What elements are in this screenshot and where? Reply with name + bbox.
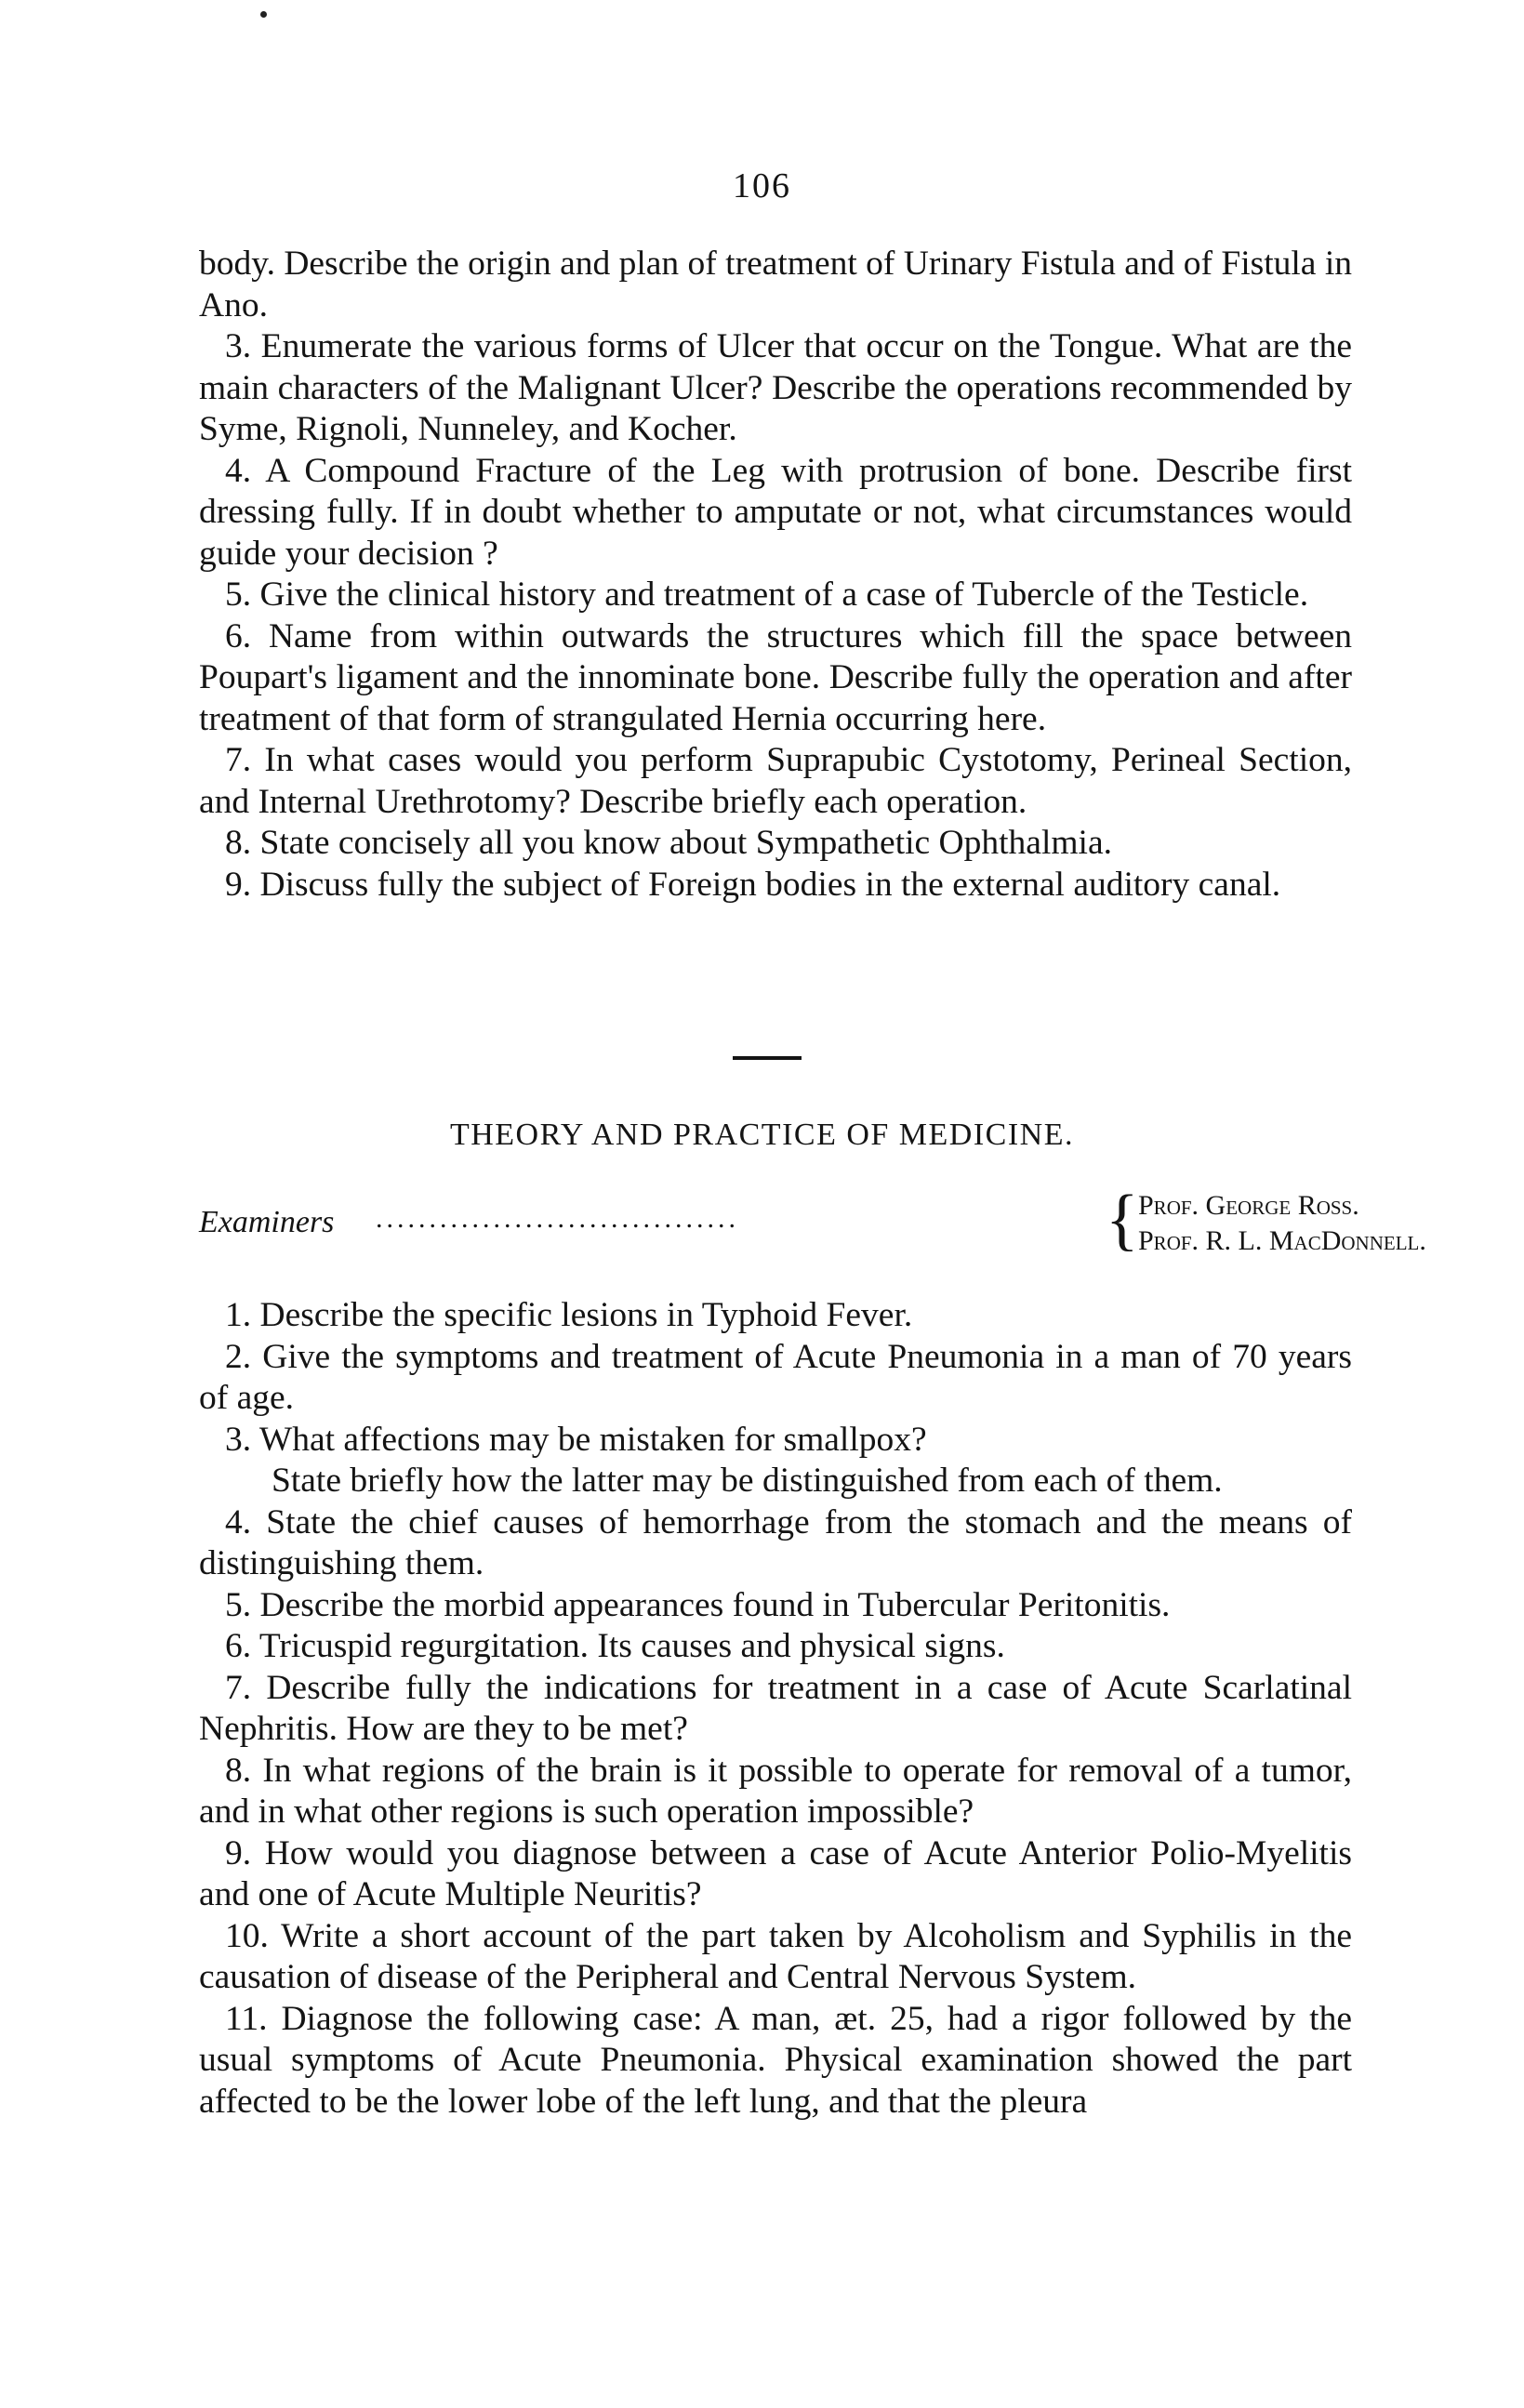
question-paragraph: 8. State concisely all you know about Sympathetic Ophthalmia. xyxy=(225,824,1112,862)
question-paragraph: 7. Describe fully the indications for treatment in a case of Acute Scarlatinal Nephritis. How are they to be met? xyxy=(199,1668,1352,1748)
surgery-questions-continued xyxy=(199,244,1352,906)
question-paragraph: 8. In what regions of the brain is it possible to operate for removal of a tumor, and in what other regions is such operation impossible? xyxy=(199,1751,1352,1831)
question-paragraph: 6. Name from within outwards the structures which fill the space between Poupart's ligament and the innominate bone. Describe fully the operation and after treatment of that form of strangulated Hernia occurring here. xyxy=(199,616,1352,738)
examiner-name: Prof. George Ross. xyxy=(1138,1190,1359,1221)
examiners-line xyxy=(199,1182,1426,1263)
section-divider xyxy=(733,1056,802,1060)
print-speck xyxy=(260,11,267,18)
medicine-questions xyxy=(199,1295,1352,2123)
examiners-label: Examiners xyxy=(199,1205,335,1239)
examiner-name: Prof. R. L. MacDonnell. xyxy=(1138,1225,1426,1256)
question-paragraph: 10. Write a short account of the part taken by Alcoholism and Syphilis in the causation of disease of the Peripheral and Central Nervous System. xyxy=(199,1916,1352,1996)
question-paragraph: 11. Diagnose the following case: A man, æt. 25, had a rigor followed by the usual symptoms of Acute Pneumonia. Physical examination showed the part affected to be the lower lobe of the left lung, and that the pleura xyxy=(199,1999,1352,2121)
question-paragraph: 4. A Compound Fracture of the Leg with protrusion of bone. Describe first dressing fully. If in doubt whether to amputate or not, what circumstances would guide your decision ? xyxy=(199,451,1352,573)
question-paragraph: 7. In what cases would you perform Suprapubic Cystotomy, Perineal Section, and Internal Urethrotomy? Describe briefly each operation. xyxy=(199,741,1352,821)
page-number: 106 xyxy=(733,166,791,205)
question-paragraph: 9. How would you diagnose between a case of Acute Anterior Polio-Myelitis and one of Acute Multiple Neuritis? xyxy=(199,1833,1352,1913)
examiner-names xyxy=(1138,1188,1426,1259)
question-paragraph: 2. Give the symptoms and treatment of Acute Pneumonia in a man of 70 years of age. xyxy=(199,1337,1352,1417)
question-paragraph: 6. Tricuspid regurgitation. Its causes and physical signs. xyxy=(225,1627,1005,1665)
question-paragraph: body. Describe the origin and plan of treatment of Urinary Fistula and of Fistula in Ano. xyxy=(199,245,1352,324)
question-paragraph: 1. Describe the specific lesions in Typhoid Fever. xyxy=(225,1296,913,1334)
question-paragraph: 5. Describe the morbid appearances found in Tubercular Peritonitis. xyxy=(225,1585,1171,1624)
question-subparagraph: State briefly how the latter may be distinguished from each of them. xyxy=(272,1462,1223,1500)
examiners-brace: { xyxy=(1106,1182,1139,1258)
question-paragraph: 5. Give the clinical history and treatment of a case of Tubercle of the Testicle. xyxy=(225,576,1309,614)
examiners-leader-dots: .................................. xyxy=(376,1203,739,1234)
question-paragraph: 3. Enumerate the various forms of Ulcer that occur on the Tongue. What are the main characters of the Malignant Ulcer? Describe the operations recommended by Syme, Rignoli, Nunneley, and Kocher. xyxy=(199,327,1352,448)
question-paragraph: 4. State the chief causes of hemorrhage from the stomach and the means of distinguishing them. xyxy=(199,1502,1352,1582)
question-paragraph: 3. What affections may be mistaken for smallpox? xyxy=(225,1420,927,1459)
section-heading: THEORY AND PRACTICE OF MEDICINE. xyxy=(449,1118,1075,1152)
question-paragraph: 9. Discuss fully the subject of Foreign bodies in the external auditory canal. xyxy=(225,865,1281,904)
